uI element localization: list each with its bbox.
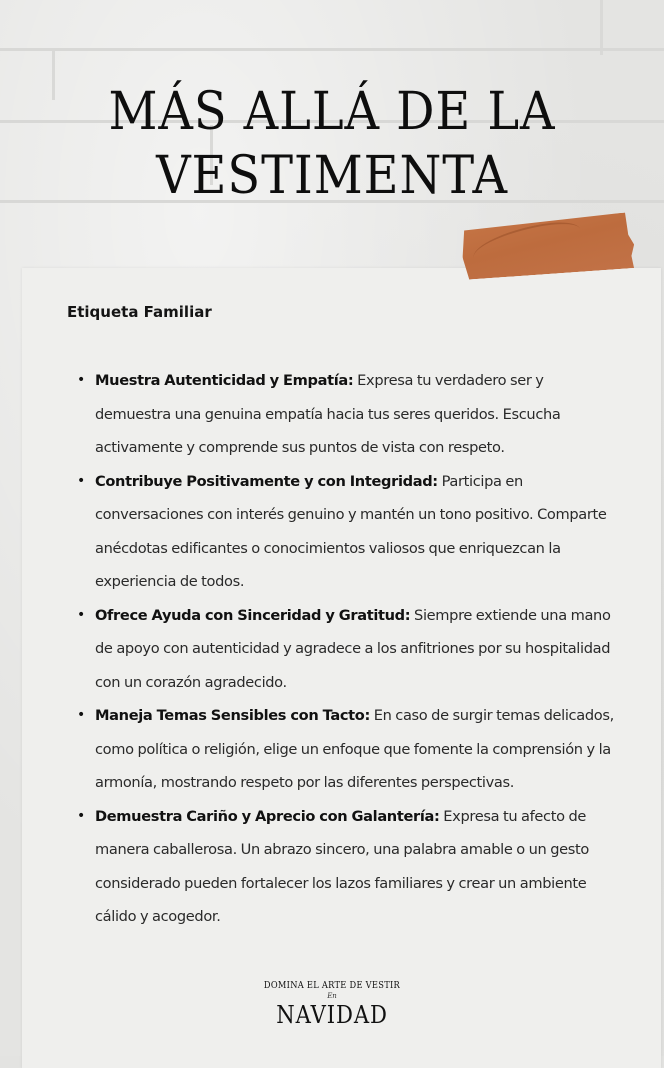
- item-term: Demuestra Cariño y Aprecio con Galantería:: [95, 807, 440, 825]
- bullet-icon: •: [77, 472, 85, 489]
- item-text: Participa en conversaciones con interés genuino y mantén un tono positivo. Comparte anécdotas edificantes o conocimientos valiosos que enriquezcan la experiencia de todos.: [95, 472, 607, 590]
- title-line-1: MÁS ALLÁ DE LA: [108, 82, 556, 142]
- brand-footer: [0, 980, 664, 1029]
- footer-brand: NAVIDAD: [276, 1001, 388, 1029]
- bullet-icon: •: [77, 707, 85, 723]
- bullet-icon: •: [77, 807, 85, 824]
- item-text: Expresa tu afecto de manera caballerosa. Un abrazo sincero, una palabra amable o un gesto considerado pueden fortalecer los lazos familiares y crear un ambiente cálido y acogedor.: [95, 807, 589, 925]
- page-title: [27, 80, 638, 208]
- footer-tagline: DOMINA EL ARTE DE VESTIR: [263, 981, 401, 991]
- etiquette-list: [77, 364, 620, 934]
- bullet-icon: •: [77, 606, 85, 623]
- list-item: [77, 699, 620, 800]
- item-term: Contribuye Positivamente y con Integridad:: [95, 472, 438, 490]
- list-item: [77, 364, 620, 465]
- list-item: [77, 465, 620, 599]
- footer-connector: En: [327, 992, 337, 1000]
- bullet-icon: •: [77, 372, 85, 388]
- title-line-2: VESTIMENTA: [156, 146, 508, 206]
- item-text: En caso de surgir temas delicados, como política o religión, elige un enfoque que fomente la comprensión y la armonía, mostrando respeto por las diferentes perspectivas.: [95, 707, 614, 791]
- item-term: Muestra Autenticidad y Empatía:: [95, 372, 354, 389]
- list-item: [77, 599, 620, 700]
- item-term: Maneja Temas Sensibles con Tacto:: [95, 707, 370, 724]
- item-term: Ofrece Ayuda con Sinceridad y Gratitud:: [95, 606, 411, 624]
- item-text: Siempre extiende una mano de apoyo con autenticidad y agradece a los anfitriones por su hospitalidad con un corazón agradecido.: [95, 606, 611, 691]
- item-text: Expresa tu verdadero ser y demuestra una genuina empatía hacia tus seres queridos. Escucha activamente y comprende sus puntos de vista con respeto.: [95, 372, 561, 456]
- section-heading: Etiqueta Familiar: [67, 303, 212, 321]
- list-item: [77, 800, 620, 934]
